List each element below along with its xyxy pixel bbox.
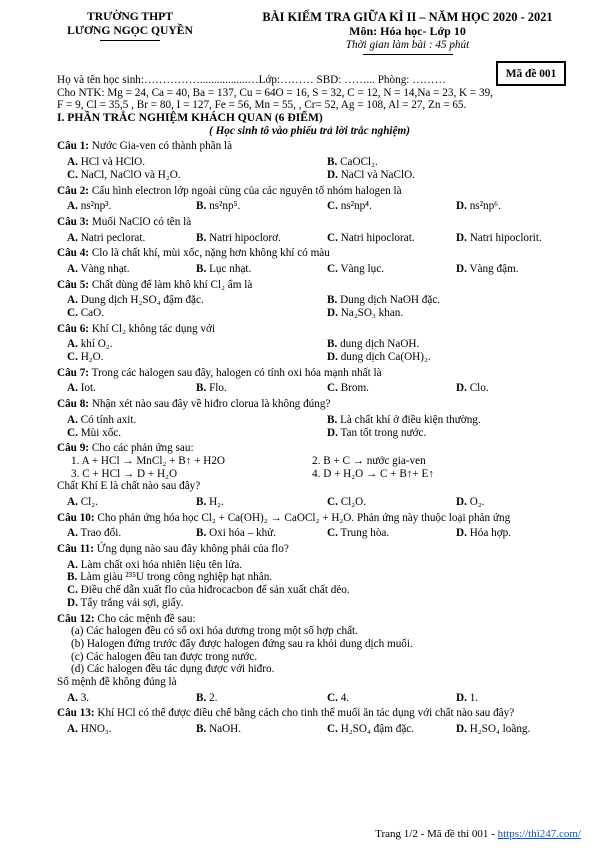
answer-option-c[interactable] <box>327 527 389 540</box>
answer-option-c[interactable] <box>327 200 372 213</box>
option-key: D. <box>456 496 467 508</box>
question-text: Trong các halogen sau đây, halogen có tính oxi hóa mạnh nhất là <box>91 366 382 379</box>
question-text: Chất dùng để làm khô khí Cl₂ ẩm là <box>91 278 253 291</box>
option-key: B. <box>67 571 78 584</box>
options-group <box>57 496 602 509</box>
option-key: A. <box>67 382 78 395</box>
answer-option-a[interactable] <box>67 294 204 307</box>
atomic-masses-line-2: F = 9, Cl = 35,5 , Br = 80, I = 127, Fe = 56, Mn = 55, , Cr= 52, Ag = 108, Al = 27, Zn = 65. <box>57 99 467 112</box>
option-key: A. <box>67 294 78 307</box>
answer-option-d[interactable] <box>456 496 484 509</box>
option-key: B. <box>196 200 207 213</box>
option-text: dung dịch NaOH. <box>340 338 420 351</box>
option-text: Làm giàu ²³⁵U trong công nghiệp hạt nhân. <box>80 571 273 584</box>
option-key: D. <box>327 168 338 181</box>
option-key: A. <box>67 338 78 351</box>
question-stem <box>57 247 602 260</box>
answer-option-b[interactable] <box>327 294 440 307</box>
reaction: 3. C + HCl → D + H₂O <box>71 467 178 480</box>
option-text: Lục nhạt. <box>209 262 252 275</box>
options-group <box>57 156 602 181</box>
answer-option-d[interactable] <box>327 427 426 440</box>
option-text: khí O₂. <box>80 338 113 351</box>
option-text: ns²np³. <box>80 200 112 213</box>
answer-option-d[interactable] <box>456 692 478 705</box>
school-name <box>55 10 205 41</box>
statement-list <box>57 625 602 676</box>
answer-option-a[interactable] <box>67 232 145 245</box>
question-label: Câu 11: <box>57 543 94 556</box>
answer-option-b[interactable] <box>327 414 481 427</box>
answer-option-a[interactable] <box>67 263 130 276</box>
answer-option-b[interactable] <box>196 263 251 276</box>
statement: (c) Các halogen đều tan được trong nước. <box>71 650 258 663</box>
exam-title-block <box>235 10 580 55</box>
answer-option-b[interactable] <box>196 382 227 395</box>
answer-option-d[interactable] <box>456 232 542 245</box>
option-key: B. <box>196 231 207 244</box>
option-key: B. <box>196 262 207 275</box>
option-text: Dung dịch H₂SO₄ đậm đặc. <box>80 294 204 307</box>
option-key: D. <box>456 231 467 244</box>
option-text: NaCl, NaClO và H₂O. <box>80 168 181 181</box>
option-text: Hóa hợp. <box>469 527 512 540</box>
question-stem <box>57 398 602 411</box>
answer-option-d[interactable] <box>456 527 511 540</box>
option-key: C. <box>67 351 78 364</box>
option-text: 1. <box>469 691 479 704</box>
option-text: Mùi xốc. <box>80 426 122 439</box>
option-text: CaO. <box>80 307 104 320</box>
answer-option-c[interactable] <box>67 169 181 182</box>
question-stem <box>57 279 602 292</box>
option-key: A. <box>67 413 78 426</box>
exam-title: BÀI KIỂM TRA GIỮA KÌ II – NĂM HỌC 2020 - 2021 <box>262 10 553 24</box>
option-text: Tẩy trắng vải sợi, giấy. <box>80 596 184 609</box>
options-group <box>57 263 602 276</box>
option-key: A. <box>67 527 78 540</box>
question-stem <box>57 707 602 720</box>
option-text: Là chất khí ở điều kiện thường. <box>340 413 481 426</box>
exam-body <box>57 74 602 736</box>
options-group <box>57 692 602 705</box>
options-group <box>57 414 602 439</box>
option-key: C. <box>67 584 78 597</box>
question-text: Khí Cl₂ không tác dụng với <box>91 322 216 335</box>
answer-option-a[interactable] <box>67 200 111 213</box>
question-text: Clo là chất khí, mùi xốc, nặng hơn không khí có màu <box>91 247 330 260</box>
answer-option-c[interactable] <box>327 382 369 395</box>
option-key: C. <box>327 200 338 213</box>
answer-option-a[interactable] <box>67 382 96 395</box>
option-key: B. <box>327 413 338 426</box>
option-key: D. <box>456 527 467 540</box>
option-text: ns²np⁴. <box>340 200 372 213</box>
answer-option-b[interactable] <box>196 692 217 705</box>
statement: (b) Halogen đứng trước đẩy được halogen đứng sau ra khỏi dung dịch muối. <box>71 637 413 650</box>
option-text: dung dịch Ca(OH)₂. <box>340 351 431 364</box>
options-group <box>57 294 602 319</box>
question-label: Câu 4: <box>57 247 90 260</box>
reaction-row <box>57 455 602 468</box>
option-key: A. <box>67 231 78 244</box>
page-footer <box>375 828 581 840</box>
option-text: CaOCl₂. <box>340 156 378 169</box>
options-group <box>57 723 602 736</box>
question-stem <box>57 543 602 556</box>
option-key: B. <box>327 156 338 169</box>
question-label: Câu 10: <box>57 511 95 524</box>
option-key: A. <box>67 262 78 275</box>
option-text: Vàng lục. <box>340 262 384 275</box>
option-key: B. <box>196 382 207 395</box>
answer-option-a[interactable] <box>67 414 136 427</box>
answer-option-b[interactable] <box>196 232 281 245</box>
question-label: Câu 13: <box>57 707 95 720</box>
question-text: Khí HCl có thể được điều chế bằng cách cho tinh thể muối ăn tác dụng với chất nào sau đây? <box>97 707 515 720</box>
option-key: C. <box>67 168 78 181</box>
option-text: Vàng đậm. <box>469 262 519 275</box>
option-key: D. <box>327 307 338 320</box>
option-text: H₂SO₄ đậm đặc. <box>340 723 415 736</box>
question-label: Câu 9: <box>57 442 90 455</box>
option-text: NaCl và NaClO. <box>340 168 415 181</box>
question-stem <box>57 323 602 336</box>
option-text: Flo. <box>209 382 227 395</box>
options-group <box>57 527 602 540</box>
title-underline <box>363 54 453 55</box>
question-followup: Chất Khí E là chất nào sau đây? <box>57 480 201 493</box>
answer-option-a[interactable] <box>57 559 602 572</box>
question-stem <box>57 216 602 229</box>
question-stem <box>57 367 602 380</box>
option-key: D. <box>456 691 467 704</box>
question-label: Câu 6: <box>57 322 90 335</box>
option-key: D. <box>456 382 467 395</box>
answer-option-b[interactable] <box>196 723 241 736</box>
option-text: Natri hipoclorit. <box>469 231 542 244</box>
option-text: Clo. <box>469 382 489 395</box>
question-stem <box>57 140 602 153</box>
answer-option-d[interactable] <box>456 263 519 276</box>
option-text: HCl và HClO. <box>80 156 146 169</box>
option-key: B. <box>327 338 338 351</box>
question-stem <box>57 613 602 626</box>
answer-option-d[interactable] <box>456 723 530 736</box>
reaction: 4. D + H₂O → C + B↑+ E↑ <box>312 467 434 480</box>
exam-subject: Môn: Hóa học- Lớp 10 <box>349 24 466 38</box>
option-text: 3. <box>80 691 90 704</box>
question-followup: Số mệnh đề không đúng là <box>57 676 177 688</box>
answer-option-d[interactable] <box>327 307 403 320</box>
option-text: Trung hòa. <box>340 527 390 540</box>
option-text: Iot. <box>80 382 96 395</box>
answer-option-b[interactable] <box>327 338 419 351</box>
question-text: Cho các phản ứng sau: <box>91 442 194 455</box>
answer-option-d[interactable] <box>456 382 489 395</box>
option-text: Vàng nhạt. <box>80 262 130 275</box>
option-key: C. <box>327 527 338 540</box>
option-key: A. <box>67 723 78 736</box>
option-text: Na₂SO₃ khan. <box>340 307 404 320</box>
option-text: H₂. <box>209 496 224 508</box>
statement: (a) Các halogen đều có số oxi hóa dương trong một số hợp chất. <box>71 625 358 638</box>
option-text: Natri peclorat. <box>80 231 146 244</box>
school-underline <box>100 40 160 41</box>
option-key: C. <box>327 691 338 704</box>
question-text: Nước Gia-ven có thành phần là <box>91 140 233 153</box>
option-text: Tan tốt trong nước. <box>340 426 427 439</box>
question-label: Câu 3: <box>57 215 90 228</box>
option-text: H₂O. <box>80 351 104 364</box>
answer-option-c[interactable] <box>67 307 104 320</box>
option-key: D. <box>327 351 338 364</box>
option-key: C. <box>327 262 338 275</box>
option-key: A. <box>67 558 78 571</box>
options-group <box>57 338 602 363</box>
option-key: C. <box>67 426 78 439</box>
option-text: Điều chế dẫn xuất flo của hiđrocacbon để sản xuất chất dẻo. <box>80 584 350 597</box>
option-key: C. <box>327 723 338 736</box>
option-text: Oxi hóa – khử. <box>209 527 277 540</box>
answer-option-c[interactable] <box>327 692 349 705</box>
option-key: B. <box>196 723 207 736</box>
student-info-line: Họ và tên học sinh:…………….................…Lớp:……… SBD: ……... Phòng: ……… <box>57 74 446 86</box>
option-key: B. <box>327 294 338 307</box>
option-key: B. <box>196 496 207 508</box>
answer-option-c[interactable] <box>327 232 415 245</box>
reaction: 1. A + HCl → MnCl₂ + B↑ + H2O <box>71 454 225 467</box>
question-text: Ứng dụng nào sau đây không phải của flo? <box>96 543 289 556</box>
option-key: D. <box>456 723 467 736</box>
option-key: C. <box>67 307 78 320</box>
question-stem <box>57 512 602 525</box>
option-text: Làm chất oxi hóa nhiên liệu tên lửa. <box>80 558 243 571</box>
school-line-2: LƯƠNG NGỌC QUYỀN <box>67 24 193 37</box>
answer-option-c[interactable] <box>327 723 414 736</box>
option-text: Có tính axit. <box>80 413 137 426</box>
option-key: C. <box>327 231 338 244</box>
answer-option-a[interactable] <box>67 692 89 705</box>
option-key: D. <box>327 426 338 439</box>
exam-time: Thời gian làm bài : 45 phút <box>345 39 470 51</box>
answer-option-d[interactable] <box>456 200 501 213</box>
options-group <box>57 382 602 395</box>
option-key: A. <box>67 496 78 508</box>
option-text: Cl₂. <box>80 496 98 508</box>
exam-code: Mã đề 001 <box>505 67 557 80</box>
option-key: A. <box>67 156 78 169</box>
footer-link[interactable]: https://thi247.com/ <box>497 828 581 840</box>
question-stem <box>57 185 602 198</box>
section-note: ( Học sinh tô vào phiếu trả lời trắc nghiệm) <box>209 124 410 137</box>
question-label: Câu 2: <box>57 184 90 197</box>
option-key: D. <box>456 262 467 275</box>
answer-option-c[interactable] <box>67 427 121 440</box>
footer-text: Trang 1/2 - Mã đề thi 001 - <box>375 828 498 840</box>
option-text: ns²np⁶. <box>469 200 501 213</box>
atomic-masses-line-1: Cho NTK: Mg = 24, Ca = 40, Ba = 137, Cu = 64O = 16, S = 32, C = 12, N = 14,Na = 23, K = 39, <box>57 86 494 99</box>
answer-option-c[interactable] <box>327 263 384 276</box>
option-text: H₂SO₄ loãng. <box>469 723 531 736</box>
question-list <box>57 140 602 735</box>
answer-option-c[interactable] <box>67 351 104 364</box>
question-stem <box>57 442 602 455</box>
answer-option-d[interactable] <box>57 597 602 610</box>
question-label: Câu 5: <box>57 278 90 291</box>
option-text: Trao đổi. <box>80 527 122 540</box>
option-text: Natri hipoclorơ. <box>209 231 281 244</box>
option-text: O₂. <box>469 496 485 508</box>
section-title: I. PHẦN TRẮC NGHIỆM KHÁCH QUAN (6 ĐIỂM) <box>57 111 323 125</box>
reaction: 2. B + C → nước gia-ven <box>312 454 426 467</box>
question-label: Câu 12: <box>57 612 95 625</box>
answer-option-a[interactable] <box>67 338 113 351</box>
options-group <box>57 559 602 610</box>
option-key: C. <box>327 496 338 508</box>
option-key: A. <box>67 691 78 704</box>
options-group <box>57 200 602 213</box>
question-label: Câu 1: <box>57 140 90 153</box>
statement: (d) Các halogen đều tác dụng được với hiđro. <box>71 663 275 676</box>
question-text: Cấu hình electron lớp ngoài cùng của các nguyên tố nhóm halogen là <box>91 184 402 197</box>
option-key: C. <box>327 382 338 395</box>
option-text: 2. <box>209 691 218 704</box>
question-text: Cho phản ứng hóa học Cl₂ + Ca(OH)₂ → CaOCl₂ + H₂O. Phản ứng này thuộc loại phản ứng <box>97 511 511 524</box>
option-key: B. <box>196 691 207 704</box>
answer-option-a[interactable] <box>67 527 121 540</box>
option-text: Natri hipoclorat. <box>340 231 415 244</box>
option-text: NaOH. <box>209 723 242 736</box>
answer-option-b[interactable] <box>327 156 378 169</box>
option-key: B. <box>196 527 207 540</box>
question-label: Câu 7: <box>57 366 90 379</box>
option-key: D. <box>67 596 78 609</box>
answer-option-a[interactable] <box>67 723 112 736</box>
question-text: Muối NaClO có tên là <box>91 215 192 228</box>
options-group <box>57 232 602 245</box>
option-text: HNO₃. <box>80 723 112 736</box>
answer-option-b[interactable] <box>196 496 224 509</box>
question-text: Nhận xét nào sau đây về hiđro clorua là không đúng? <box>91 398 331 411</box>
question-text: Cho các mệnh đề sau: <box>97 612 196 625</box>
option-text: Cl₂O. <box>340 496 367 508</box>
answer-option-b[interactable] <box>196 200 240 213</box>
answer-option-d[interactable] <box>327 351 431 364</box>
answer-option-b[interactable] <box>196 527 276 540</box>
question-label: Câu 8: <box>57 398 90 411</box>
option-text: Dung dịch NaOH đặc. <box>340 294 441 307</box>
option-text: Brom. <box>340 382 369 395</box>
answer-option-a[interactable] <box>67 496 98 509</box>
answer-option-b[interactable] <box>57 571 602 584</box>
option-key: A. <box>67 200 78 213</box>
option-key: D. <box>456 200 467 213</box>
answer-option-a[interactable] <box>67 156 145 169</box>
answer-option-c[interactable] <box>327 496 366 509</box>
option-text: ns²np⁵. <box>209 200 241 213</box>
answer-option-c[interactable] <box>57 584 602 597</box>
school-line-1: TRƯỜNG THPT <box>87 10 173 23</box>
reaction-row <box>57 468 602 481</box>
option-text: 4. <box>340 691 350 704</box>
answer-option-d[interactable] <box>327 169 415 182</box>
